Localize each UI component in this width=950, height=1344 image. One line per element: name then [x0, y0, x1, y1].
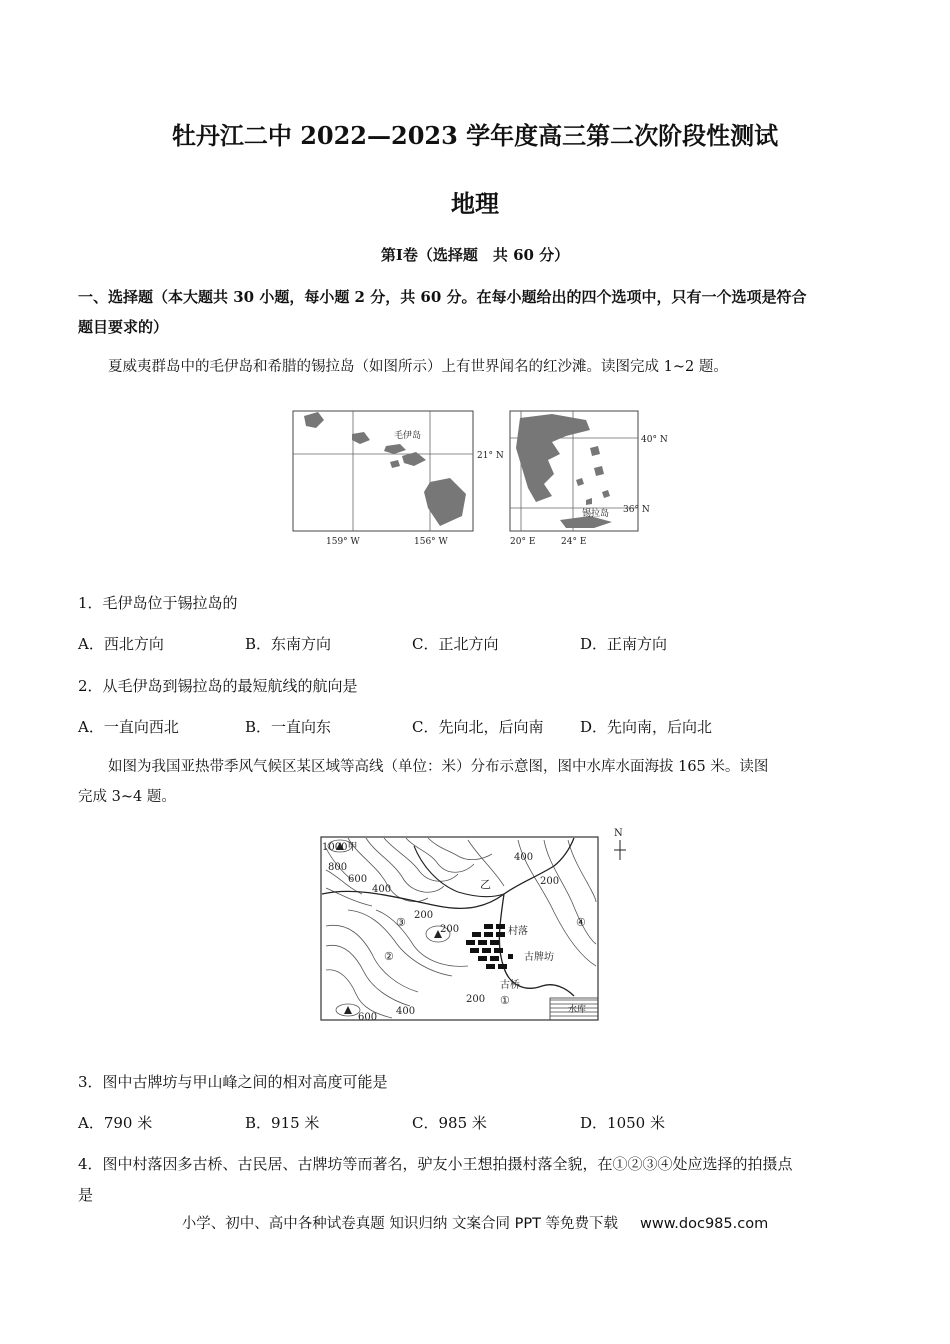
- contour-label-200-left: 200: [414, 910, 434, 921]
- point-2: ②: [384, 950, 394, 963]
- north-label: N: [614, 828, 623, 839]
- q2-option-d[interactable]: D．先向南，后向北: [580, 718, 713, 736]
- aegean-island-1: [590, 446, 600, 456]
- q2-option-b[interactable]: B．一直向东: [245, 718, 332, 736]
- island-lanai: [390, 460, 400, 468]
- question-4-stem-line2: 是: [78, 1186, 94, 1204]
- q1-option-d[interactable]: D．正南方向: [580, 635, 668, 653]
- map-hawaii-greece: [290, 408, 668, 550]
- volume-heading: 第Ⅰ卷（选择题 共 60 分）: [380, 246, 570, 264]
- point-3: ③: [396, 916, 406, 929]
- page-footer: [0, 1212, 950, 1233]
- contour-label-400-bottom: 400: [396, 1006, 416, 1017]
- q1-option-c[interactable]: C．正北方向: [412, 635, 499, 653]
- contour-label-600-bottom: 600: [358, 1012, 378, 1023]
- contour-label-200-bottom: 200: [466, 994, 486, 1005]
- village-label: 村落: [508, 926, 528, 937]
- map1-greece-lon-right: 24° E: [561, 537, 587, 547]
- map1-greece-lat-bottom: 36° N: [623, 505, 650, 515]
- q3-option-c[interactable]: C．985 米: [412, 1114, 487, 1132]
- archway-marker: [508, 954, 513, 959]
- intro-paragraph-2-line2: 完成 3~4 题。: [78, 789, 176, 805]
- question-3-stem: 3．图中古牌坊与甲山峰之间的相对高度可能是: [78, 1073, 388, 1091]
- hill-peak-icon-bottom: [344, 1006, 352, 1014]
- peak-label: 1000甲: [322, 842, 358, 853]
- footer-url[interactable]: www.doc985.com: [640, 1216, 769, 1232]
- island-kauai: [304, 412, 324, 428]
- contour-label-400: 400: [372, 884, 392, 895]
- contour-line: [568, 840, 596, 902]
- island-molokai: [384, 444, 406, 454]
- intro-paragraph-2-line1: 如图为我国亚热带季风气候区某区域等高线（单位：米）分布示意图，图中水库水面海拔 165 米。读图: [108, 759, 769, 775]
- footer-text: 小学、初中、高中各种试卷真题 知识归纳 文案合同 PPT 等免费下载: [181, 1216, 619, 1232]
- contour-line: [326, 925, 418, 992]
- contour-label-800: 800: [328, 862, 348, 873]
- section-heading-line1: 一、选择题（本大题共 30 小题，每小题 2 分，共 60 分。在每小题给出的四个选项中，只有一个选项是符合: [78, 288, 807, 306]
- aegean-island-4: [602, 490, 610, 498]
- bridge-label: 古桥: [500, 980, 520, 991]
- intro-paragraph-1: 夏威夷群岛中的毛伊岛和希腊的锡拉岛（如图所示）上有世界闻名的红沙滩。读图完成 1~2 题。: [108, 359, 728, 375]
- q3-option-b[interactable]: B．915 米: [245, 1114, 320, 1132]
- contour-line: [326, 945, 410, 1006]
- q2-option-c[interactable]: C．先向北，后向南: [412, 718, 544, 736]
- contour-label-200-hill: 200: [440, 924, 460, 935]
- q3-option-a[interactable]: A．790 米: [78, 1114, 153, 1132]
- question-2-stem: 2．从毛伊岛到锡拉岛的最短航线的航向是: [78, 677, 358, 695]
- section-heading-line2: 题目要求的）: [78, 318, 169, 336]
- page-title: 牡丹江二中 2022—2023 学年度高三第二次阶段性测试: [171, 121, 779, 150]
- point-1: ①: [500, 994, 510, 1007]
- map1-maui-label: 毛伊岛: [394, 431, 422, 441]
- map1-greece-lon-left: 20° E: [510, 537, 536, 547]
- q3-option-d[interactable]: D．1050 米: [580, 1114, 665, 1132]
- reservoir-label: 水库: [568, 1005, 587, 1015]
- aegean-island-2: [594, 466, 604, 476]
- greece-mainland: [516, 414, 590, 502]
- q2-option-a[interactable]: A．一直向西北: [78, 718, 179, 736]
- map1-greece-lat-top: 40° N: [641, 435, 668, 445]
- question-1-stem: 1．毛伊岛位于锡拉岛的: [78, 594, 238, 612]
- contour-map: [318, 826, 638, 1026]
- contour-label-200-right: 200: [540, 876, 560, 887]
- island-oahu: [352, 432, 370, 444]
- map1-santorini-label: 锡拉岛: [582, 509, 610, 519]
- contour-line: [544, 840, 596, 944]
- santorini: [586, 498, 592, 505]
- map1-hawaii-lon-left: 159° W: [326, 537, 360, 547]
- archway-label: 古牌坊: [524, 952, 554, 963]
- aegean-island-3: [576, 478, 584, 486]
- q1-option-b[interactable]: B．东南方向: [245, 635, 332, 653]
- contour-label-400-right: 400: [514, 852, 534, 863]
- question-4-stem-line1: 4．图中村落因多古桥、古民居、古牌坊等而著名，驴友小王想拍摄村落全貌，在①②③④处应选择的拍摄点: [78, 1155, 793, 1173]
- contour-label-600: 600: [348, 874, 368, 885]
- point-4: ④: [576, 916, 586, 929]
- contour-line: [428, 838, 492, 860]
- village-buildings: [466, 924, 507, 969]
- subject-title: 地理: [451, 189, 499, 218]
- section-heading: [78, 282, 878, 342]
- river-label: 乙: [480, 878, 491, 891]
- contour-line: [326, 888, 372, 906]
- q1-option-a[interactable]: A．西北方向: [78, 635, 164, 653]
- map1-hawaii-lon-right: 156° W: [414, 537, 448, 547]
- map1-hawaii-lat: 21° N: [477, 451, 504, 461]
